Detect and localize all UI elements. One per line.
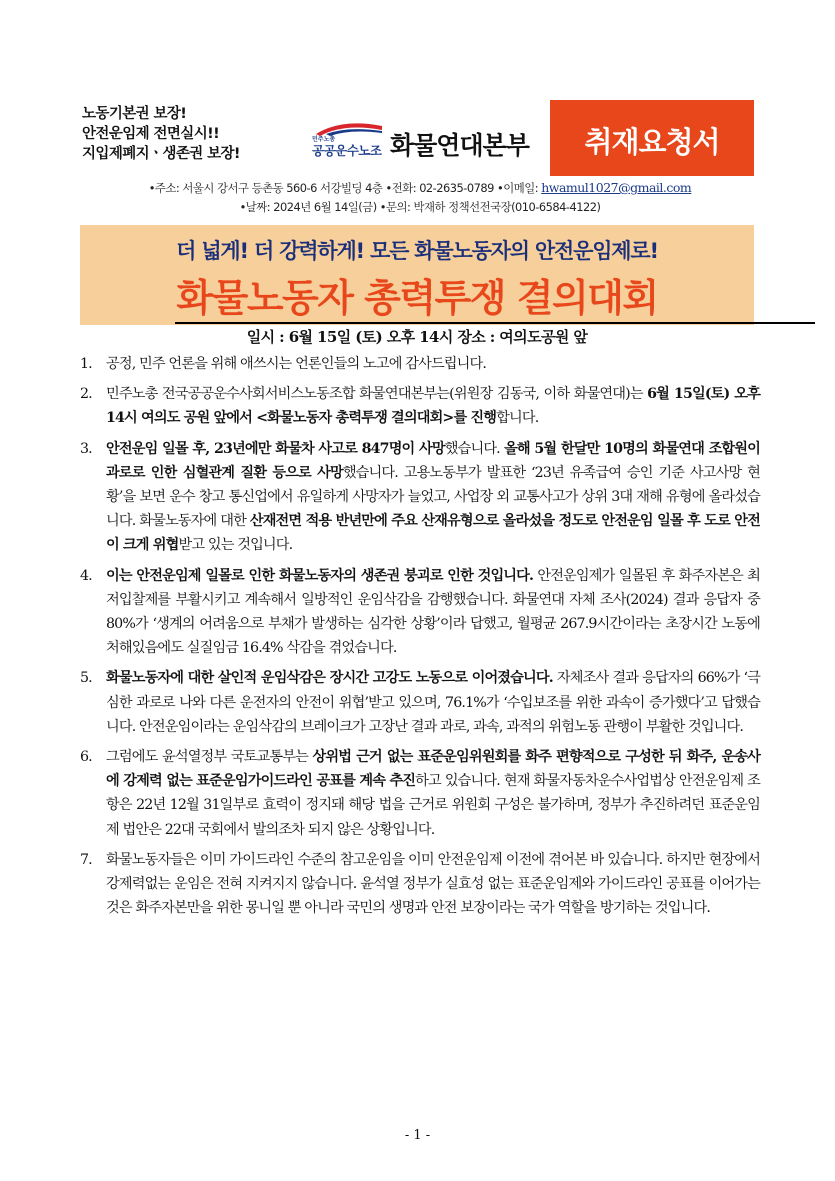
paragraph-text: 했습니다.: [444, 440, 505, 457]
doc-type-badge: [550, 100, 754, 176]
paragraph-item: [80, 382, 760, 430]
paragraph-text: 합니다.: [496, 410, 539, 427]
headline-subtitle: 더 넓게! 더 강력하게! 모든 화물노동자의 안전운임제로!: [176, 239, 658, 263]
paragraph-number: 2.: [80, 386, 92, 403]
org-name: 화물연대본부: [390, 131, 529, 160]
doc-type-label: 취재요청서: [584, 125, 720, 159]
schedule-line: 일시 : 6월 15일 (토) 오후 14시 장소 : 여의도공원 앞: [246, 328, 588, 346]
paragraph-item: [80, 666, 760, 739]
paragraph-number: 4.: [80, 567, 92, 584]
paragraph-text: 민주노총 전국공공운수사회서비스노동조합 화물연대본부는(위원장 김동국, 이하 화물연대)는: [106, 386, 648, 403]
paragraph-item: [80, 352, 760, 376]
paragraph-text: 안전운임제가 일몰된 후 화주자본은 최저입찰제를 부활시키고 계속해서 일방적인 운임삭감을 감행했습니다. 화물연대 자체 조사(2024) 결과 응답자 중 80%가 ‘생계의 어려움으로 부채가 발생하는 심각한 상황’이라 답했고, 월평균 267.9시간이라는 초장시간 노동에 처해있음에도 실질임금 16.4% 삭감을 겪었습니다.: [106, 567, 760, 657]
paragraph-text: 자체조사 결과 응답자의 66%가 ‘극심한 과로로 나와 다른 운전자의 안전이 위협’받고 있으며, 76.1%가 ‘수입보조를 위한 과속이 증가했다’고 답했습니다. 안전운임이라는 운임삭감의 브레이크가 고장난 결과 과로, 과속, 과적의 위험노동 관행이 부활한 것입니다.: [106, 670, 760, 735]
bold-text: 안전운임 일몰 후, 23년에만 화물차 사고로 847명이 사망: [106, 440, 445, 457]
paragraph-text: 공정, 민주 언론을 위해 애쓰시는 언론인들의 노고에 감사드립니다.: [106, 356, 487, 372]
headline-box: [80, 225, 754, 325]
paragraph-number: 6.: [80, 749, 92, 766]
bold-text: 화물노동자에 대한 살인적 운임삭감은 장시간 고강도 노동으로 이어졌습니다.: [106, 670, 553, 687]
slogan-line: 안전운임제 전면실시!!: [82, 126, 220, 142]
paragraph-item: [80, 848, 760, 921]
logo-small-text: 민주노총: [312, 136, 336, 143]
paragraph-number: 7.: [80, 851, 92, 868]
paragraph-item: [80, 437, 760, 558]
bold-text: 상위법 근거 없는 표준운임위원회를 화주 편향적으로 구성한 뒤 화주, 운송사에 강제력 없는 표준운임가이드라인 공표를 계속 추진: [106, 749, 761, 790]
paragraph-number: 5.: [80, 670, 92, 687]
paragraph-text: 그럼에도 윤석열정부 국토교통부는: [106, 749, 313, 766]
slogan-line: 지입제폐지ㆍ생존권 보장!: [82, 146, 240, 162]
paragraph-number: 1.: [80, 356, 92, 372]
contact-info-line: [60, 180, 780, 196]
headline-divider: [175, 322, 815, 324]
press-header: [82, 100, 754, 176]
paragraph-item: [80, 745, 760, 842]
bold-text: 6월 15일(토) 오후 14시 여의도 공원 앞에서 <화물노동자 총력투쟁 결의대회>를 진행: [106, 386, 761, 427]
address-text: •주소: 서울시 강서구 등촌동 560-6 서강빌딩 4층 •전화: 02-2635-0789 •이메일:: [148, 181, 542, 195]
paragraph-text: 하고 있습니다. 현재 화물자동차운수사업법상 안전운임제 조항은 22년 12월 31일부로 효력이 정지돼 해당 법을 근거로 위원회 구성은 불가하며, 정부가 추진하려던 표준운임제 법안은 22대 국회에서 발의조차 되지 않은 상황입니다.: [106, 773, 760, 838]
union-logo: [312, 116, 384, 160]
page-number: - 1 -: [404, 1128, 431, 1143]
paragraph-text: 받고 있는 것입니다.: [178, 537, 293, 554]
paragraph-number: 3.: [80, 440, 92, 457]
email-link[interactable]: hwamul1027@gmail.com: [541, 180, 692, 195]
bold-text: 산재전면 적용 반년만에 주요 산재유형으로 올라섰을 정도로 안전운임 일몰 후 도로 안전이 크게 위협: [106, 513, 760, 554]
paragraph-text: 화물노동자들은 이미 가이드라인 수준의 참고운임을 이미 안전운임제 이전에 겪어본 바 있습니다. 하지만 현장에서 강제력없는 운임은 전혀 지켜지지 않습니다. 윤석열 정부가 실효성 없는 표준운임제와 가이드라인 공표를 이어가는 것은 화주자본만을 위한 몽니일 뿐 아니라 국민의 생명과 안전 보장이라는 국가 역할을 방기하는 것입니다.: [106, 851, 760, 917]
bold-text: 올해 5월 한달만 10명의 화물연대 조합원이 과로로 인한 심혈관계 질환 등으로 사망: [106, 440, 760, 481]
slogan-line: 노동기본권 보장!: [82, 106, 187, 122]
headline-title: 화물노동자 총력투쟁 결의대회: [176, 276, 658, 320]
press-body: [80, 352, 760, 926]
bold-text: 이는 안전운임제 일몰로 인한 화물노동자의 생존권 붕괴로 인한 것입니다.: [106, 567, 534, 584]
slogans: [82, 104, 240, 164]
logo-text: 공공운수노조: [312, 143, 382, 158]
date-contact-line: •날짜: 2024년 6월 14일(금) •문의: 박재하 정책선전국장(010-6584-4122): [239, 200, 601, 214]
paragraph-text: 했습니다. 고용노동부가 발표한 ‘23년 유족급여 승인 기준 사고사망 현황’을 보면 운수 창고 통신업에서 유일하게 사망자가 늘었고, 사업장 외 교통사고가 상위 3대 재해 유형에 올라섰습니다. 화물노동자에 대한: [106, 464, 760, 530]
paragraph-item: [80, 564, 760, 661]
